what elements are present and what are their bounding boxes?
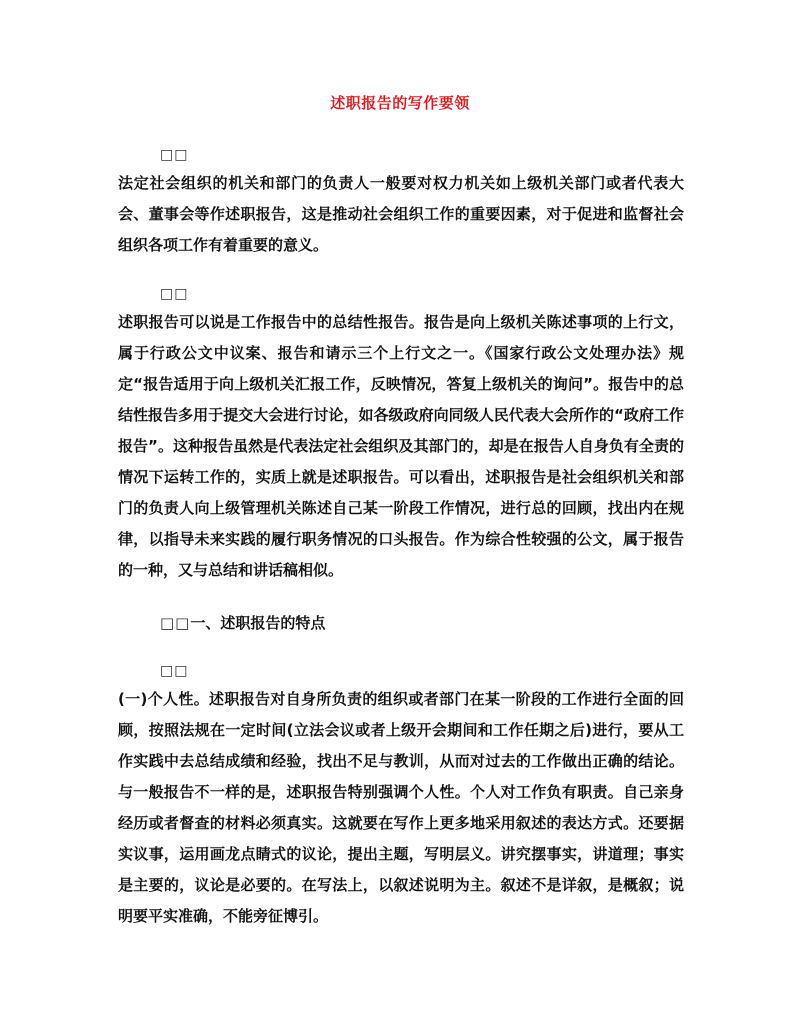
paragraph-marker: □□ (160, 663, 189, 679)
paragraph-3: (一)个人性。述职报告对自身所负责的组织或者部门在某一阶段的工作进行全面的回顾，按照法规在一定时间(立法会议或者上级开会期间和工作任期之后)进行，要从工作实践中去总结成绩和经验，找出不足与教训，从而对过去的工作做出正确的结论。与一般报告不一样的是，述职报告特别强调个人性。个人对工作负有职责。自己亲身经历或者督查的材料必须真实。这就要在写作上更多地采用叙述的表达方式。还要据实议事，运用画龙点睛式的议论，提出主题，写明层义。讲究摆事实，讲道理；事实是主要的，议论是必要的。在写法上，以叙述说明为主。叙述不是详叙，是概叙；说明要平实准确，不能旁征博引。 (118, 690, 684, 925)
section-heading-text: 一、述职报告的特点 (190, 614, 326, 632)
paragraph-marker: □□ (160, 147, 189, 163)
paragraph-marker: □□ (160, 286, 189, 302)
paragraph-2: 述职报告可以说是工作报告中的总结性报告。报告是向上级机关陈述事项的上行文，属于行政公文中议案、报告和请示三个上行文之一。《国家行政公文处理办法》规定“报告适用于向上级机关汇报工作，反映情况，答复上级机关的询问”。报告中的总结性报告多用于提交大会进行讨论，如各级政府向同级人民代表大会所作的“政府工作报告”。这种报告虽然是代表法定社会组织及其部门的，却是在报告人自身负有全责的情况下运转工作的，实质上就是述职报告。可以看出，述职报告是社会组织机关和部门的负责人向上级管理机关陈述自己某一阶段工作情况，进行总的回顾，找出内在规律，以指导未来实践的履行职务情况的口头报告。作为综合性较强的公文，属于报告的一种，又与总结和讲话稿相似。 (118, 313, 684, 579)
section-heading (160, 612, 325, 633)
paragraph-marker: □□ (160, 614, 191, 632)
document-title: 述职报告的写作要领 (330, 94, 470, 112)
paragraph-1: 法定社会组织的机关和部门的负责人一般要对权力机关如上级机关部门或者代表大会、董事会等作述职报告，这是推动社会组织工作的重要因素，对于促进和监督社会组织各项工作有着重要的意义。 (118, 174, 684, 254)
